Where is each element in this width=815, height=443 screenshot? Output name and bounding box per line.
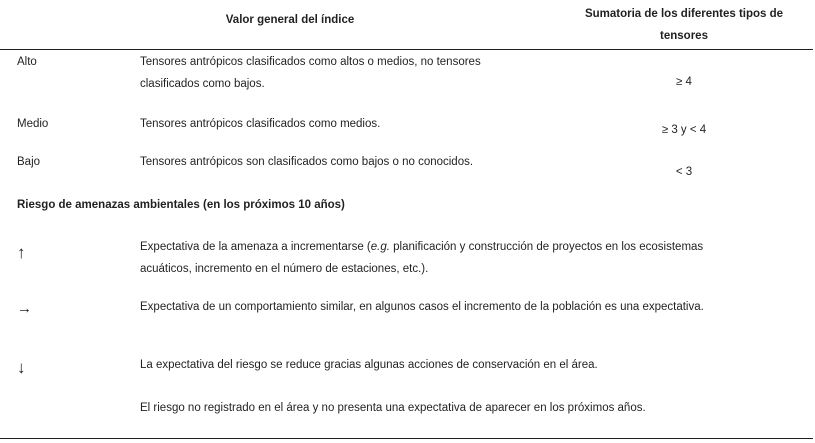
- header-tensor-sum-line2: tensores: [660, 30, 708, 42]
- sum-bajo: < 3: [675, 166, 693, 178]
- risk-similar: [140, 296, 800, 318]
- arrow-down-icon: ↓: [17, 358, 26, 377]
- risk-increase-line2: acuáticos, incremento en el número de estaciones, etc.).: [140, 263, 429, 275]
- risk-not-registered-line1: El riesgo no registrado en el área y no presenta una expectativa de aparecer en los próximos años.: [140, 402, 646, 414]
- sum-alto: ≥ 4: [676, 76, 692, 88]
- arrow-right-icon: →: [17, 300, 32, 317]
- level-bajo: Bajo: [17, 156, 41, 168]
- sum-medio: ≥ 3 y < 4: [661, 124, 707, 136]
- desc-medio-line1: Tensores antrópicos clasificados como medios.: [140, 118, 381, 130]
- header-tensor-sum: [555, 3, 813, 47]
- level-alto: Alto: [17, 56, 37, 68]
- section-title: Riesgo de amenazas ambientales (en los próximos 10 años): [17, 199, 345, 211]
- risk-increase-pre: Expectativa de la amenaza a incrementarse (: [140, 241, 371, 253]
- desc-alto-line2: clasificados como bajos.: [140, 78, 265, 90]
- risk-increase-eg: e.g.: [370, 241, 390, 253]
- desc-alto: [140, 51, 780, 95]
- desc-alto-line1: Tensores antrópicos clasificados como altos o medios, no tensores: [140, 56, 481, 68]
- risk-similar-line1: Expectativa de un comportamiento similar, en algunos casos el incremento de la población es una expectativa.: [140, 301, 704, 313]
- header-tensor-sum-line1: Sumatoria de los diferentes tipos de: [584, 8, 784, 20]
- header-index-value: Valor general del índice: [225, 14, 355, 26]
- risk-increase-line1: [140, 236, 780, 258]
- arrow-up-icon: ↑: [17, 243, 26, 262]
- top-rule: [0, 49, 813, 50]
- risk-increase-post: planificación y construcción de proyectos en los ecosistemas: [389, 241, 704, 253]
- risk-not-registered: [140, 397, 780, 419]
- level-medio: Medio: [17, 118, 49, 130]
- bottom-rule: [0, 438, 813, 439]
- risk-decrease-line1: La expectativa del riesgo se reduce gracias algunas acciones de conservación en el área.: [140, 359, 598, 371]
- risk-increase: [140, 236, 780, 280]
- risk-decrease: [140, 354, 780, 376]
- desc-bajo-line1: Tensores antrópicos son clasificados como bajos o no conocidos.: [140, 156, 474, 168]
